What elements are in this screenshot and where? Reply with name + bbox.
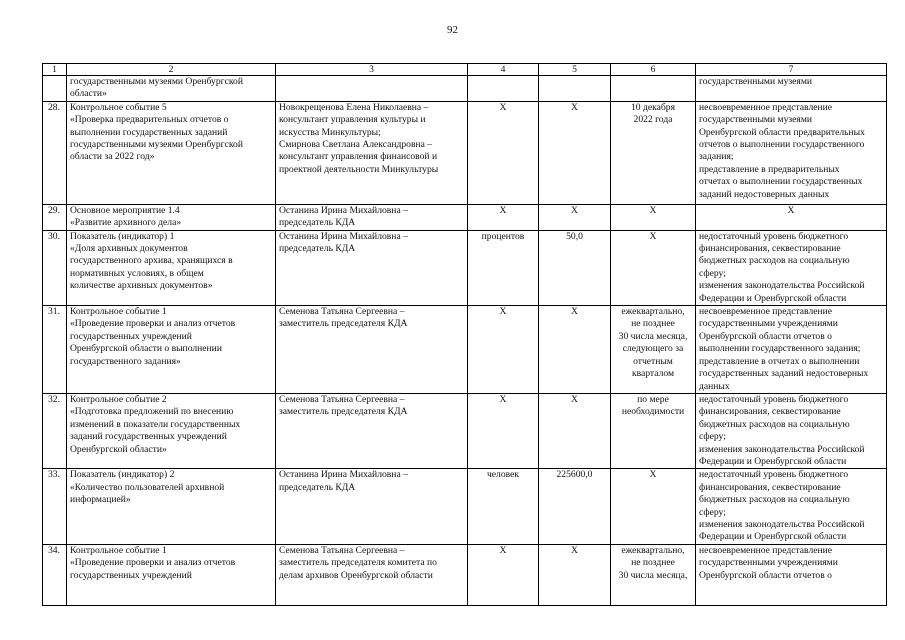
table-row <box>43 306 887 394</box>
row-number: 32. <box>43 393 67 468</box>
plan-table <box>42 63 887 606</box>
row-number: 28. <box>43 101 67 204</box>
table-row <box>43 230 887 305</box>
table-row <box>43 469 887 544</box>
row-number: 34. <box>43 544 67 605</box>
column-number: 4 <box>468 64 539 76</box>
risks-text: несвоевременное представление государственными музеями Оренбургской области предварительных отчетов о выполнении государственного задания; представление в предварительных отчетах о выполнении государственных заданий недостоверных данных <box>696 101 887 204</box>
risks-text: несвоевременное представление государственными учреждениями Оренбургской области отчетов о выполнении государственного задания; представление в отчетах о выполнении государственных заданий недостоверных данных <box>696 306 887 394</box>
unit-of-measure: человек <box>468 469 539 544</box>
responsible-person: Семенова Татьяна Сергеевна – заместитель председателя КДА <box>276 306 468 394</box>
column-number: 1 <box>43 64 67 76</box>
target-value: 50,0 <box>539 230 611 305</box>
responsible-person: Останина Ирина Михайловна – председатель КДА <box>276 230 468 305</box>
column-number: 2 <box>67 64 276 76</box>
deadline: X <box>611 469 696 544</box>
risks-text: государственными музеями <box>696 76 887 102</box>
deadline: ежеквартально, не позднее 30 числа месяца, следующего за отчетным кварталом <box>611 306 696 394</box>
event-name: Показатель (индикатор) 1 «Доля архивных документов государственного архива, хранящихся в нормативных условиях, в общем количестве архивных документов» <box>67 230 276 305</box>
table-row <box>43 101 887 204</box>
column-number: 5 <box>539 64 611 76</box>
risks-text: недостаточный уровень бюджетного финансирования, секвестирование бюджетных расходов на социальную сферу; изменения законодательства Российской Федерации и Оренбургской области <box>696 469 887 544</box>
event-name: государственными музеями Оренбургской области» <box>67 76 276 102</box>
target-value: X <box>539 393 611 468</box>
responsible-person <box>276 76 468 102</box>
target-value <box>539 76 611 102</box>
table-row <box>43 393 887 468</box>
deadline: X <box>611 230 696 305</box>
unit-of-measure: X <box>468 393 539 468</box>
unit-of-measure: X <box>468 544 539 605</box>
row-number <box>43 76 67 102</box>
target-value: 225600,0 <box>539 469 611 544</box>
page-number: 92 <box>447 24 458 36</box>
column-number-row <box>43 64 887 76</box>
deadline: 10 декабря 2022 года <box>611 101 696 204</box>
responsible-person: Семенова Татьяна Сергеевна – заместитель председателя комитета по делам архивов Оренбургской области <box>276 544 468 605</box>
responsible-person: Новокрещенова Елена Николаевна – консультант управления культуры и искусства Минкультуры; Смирнова Светлана Александровна – консультант управления финансовой и проектной деятельности Минкультуры <box>276 101 468 204</box>
column-number: 7 <box>696 64 887 76</box>
target-value: X <box>539 544 611 605</box>
table-row <box>43 204 887 230</box>
target-value: X <box>539 101 611 204</box>
risks-text: недостаточный уровень бюджетного финансирования, секвестирование бюджетных расходов на социальную сферу; изменения законодательства Российской Федерации и Оренбургской области <box>696 393 887 468</box>
row-number: 29. <box>43 204 67 230</box>
risks-text: X <box>696 204 887 230</box>
deadline: по мере необходимости <box>611 393 696 468</box>
event-name: Контрольное событие 1 «Проведение проверки и анализ отчетов государственных учреждений Оренбургской области о выполнении государственного задания» <box>67 306 276 394</box>
event-name: Контрольное событие 1 «Проведение проверки и анализ отчетов государственных учреждений <box>67 544 276 605</box>
risks-text: несвоевременное представление государственными учреждениями Оренбургской области отчетов о <box>696 544 887 605</box>
deadline: X <box>611 204 696 230</box>
unit-of-measure: X <box>468 306 539 394</box>
event-name: Показатель (индикатор) 2 «Количество пользователей архивной информацией» <box>67 469 276 544</box>
target-value: X <box>539 204 611 230</box>
event-name: Контрольное событие 5 «Проверка предварительных отчетов о выполнении государственных заданий государственными музеями Оренбургской области за 2022 год» <box>67 101 276 204</box>
risks-text: недостаточный уровень бюджетного финансирования, секвестирование бюджетных расходов на социальную сферу; изменения законодательства Российской Федерации и Оренбургской области <box>696 230 887 305</box>
responsible-person: Останина Ирина Михайловна – председатель КДА <box>276 469 468 544</box>
row-number: 33. <box>43 469 67 544</box>
unit-of-measure: процентов <box>468 230 539 305</box>
row-number: 31. <box>43 306 67 394</box>
deadline <box>611 76 696 102</box>
unit-of-measure: X <box>468 204 539 230</box>
table-row <box>43 76 887 102</box>
table-row <box>43 544 887 605</box>
responsible-person: Останина Ирина Михайловна – председатель КДА <box>276 204 468 230</box>
deadline: ежеквартально, не позднее 30 числа месяца, <box>611 544 696 605</box>
event-name: Контрольное событие 2 «Подготовка предложений по внесению изменений в показатели государственных заданий государственных учреждений Оренбургской области» <box>67 393 276 468</box>
column-number: 3 <box>276 64 468 76</box>
unit-of-measure: X <box>468 101 539 204</box>
unit-of-measure <box>468 76 539 102</box>
target-value: X <box>539 306 611 394</box>
responsible-person: Семенова Татьяна Сергеевна – заместитель председателя КДА <box>276 393 468 468</box>
row-number: 30. <box>43 230 67 305</box>
column-number: 6 <box>611 64 696 76</box>
event-name: Основное мероприятие 1.4 «Развитие архивного дела» <box>67 204 276 230</box>
